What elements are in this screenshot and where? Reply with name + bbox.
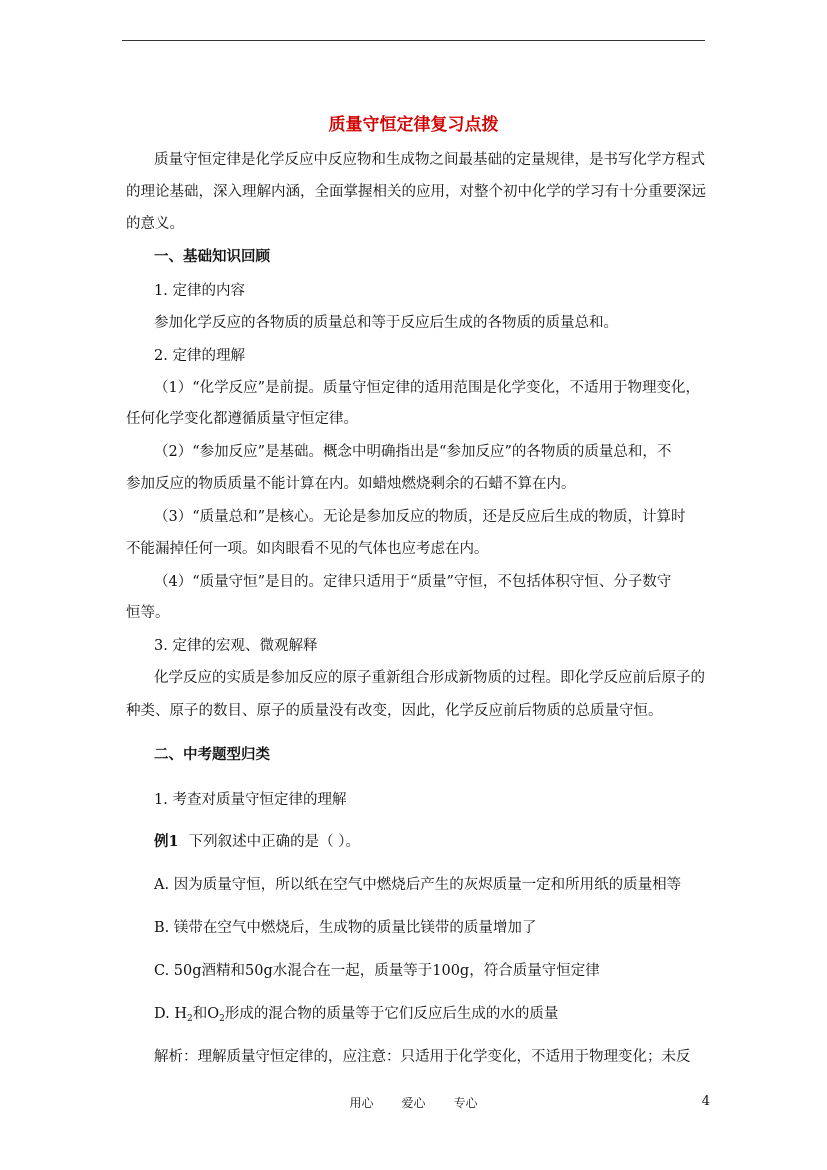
option-b: B. 镁带在空气中燃烧后，生成物的质量比镁带的质量增加了 [154,920,537,936]
point3-line-2: 不能漏掉任何一项。如肉眼看不见的气体也应考虑在内。 [126,541,489,557]
item3-line-1: 化学反应的实质是参加反应的原子重新组合形成新物质的过程。即化学反应前后原子的 [154,670,705,686]
page-number: 4 [701,1094,710,1109]
point2-line-1: （2）“参加反应”是基础。概念中明确指出是“参加反应”的各物质的质量总和，不 [154,444,672,460]
section1-item1-title: 1. 定律的内容 [154,283,245,299]
intro-line-1: 质量守恒定律是化学反应中反应物和生成物之间最基础的定量规律，是书写化学方程式 [154,152,705,168]
section2-item1-title: 1. 考查对质量守恒定律的理解 [154,792,347,808]
section1-item1-text: 参加化学反应的各物质的质量总和等于反应后生成的各物质的质量总和。 [154,315,618,331]
point4-line-1: （4）“质量守恒”是目的。定律只适用于“质量”守恒，不包括体积守恒、分子数守 [154,574,672,590]
example-1 [154,832,706,852]
page-title: 质量守恒定律复习点拨 [328,115,499,135]
section1-item3-title: 3. 定律的宏观、微观解释 [154,638,318,654]
section1-item2-title: 2. 定律的理解 [154,348,245,364]
header-rule [122,40,705,41]
footer-motto: 用心 爱心 专心 [349,1096,478,1110]
point1-line-2: 任何化学变化都遵循质量守恒定律。 [126,411,358,427]
item3-line-2: 种类、原子的数目、原子的质量没有改变，因此，化学反应前后物质的总质量守恒。 [126,703,663,719]
section2-heading: 二、中考题型归类 [154,746,270,763]
example-question: 下列叙述中正确的是（ ）。 [188,834,360,850]
option-d: D. $H_2$和$O_2$形成的混合物的质量等于它们反应后生成的水的质量 [154,1006,559,1024]
option-c: C. 50g酒精和50g水混合在一起，质量等于100g，符合质量守恒定律 [154,963,600,979]
option-a: A. 因为质量守恒，所以纸在空气中燃烧后产生的灰烬质量一定和所用纸的质量相等 [154,877,682,893]
point1-line-1: （1）“化学反应”是前提。质量守恒定律的适用范围是化学变化，不适用于物理变化， [154,380,701,396]
example-label: 例1 [154,833,179,850]
point4-line-2: 恒等。 [126,605,170,621]
intro-line-3: 的意义。 [126,216,184,232]
intro-line-2: 的理论基础，深入理解内涵，全面掌握相关的应用，对整个初中化学的学习有十分重要深远 [126,184,706,200]
point3-line-1: （3）“质量总和”是核心。无论是参加反应的物质，还是反应后生成的物质，计算时 [154,509,686,525]
section1-heading: 一、基础知识回顾 [154,248,270,265]
point2-line-2: 参加反应的物质质量不能计算在内。如蜡烛燃烧剩余的石蜡不算在内。 [126,476,576,492]
analysis-text: 解析：理解质量守恒定律的，应注意：只适用于化学变化，不适用于物理变化；未反 [154,1049,691,1065]
